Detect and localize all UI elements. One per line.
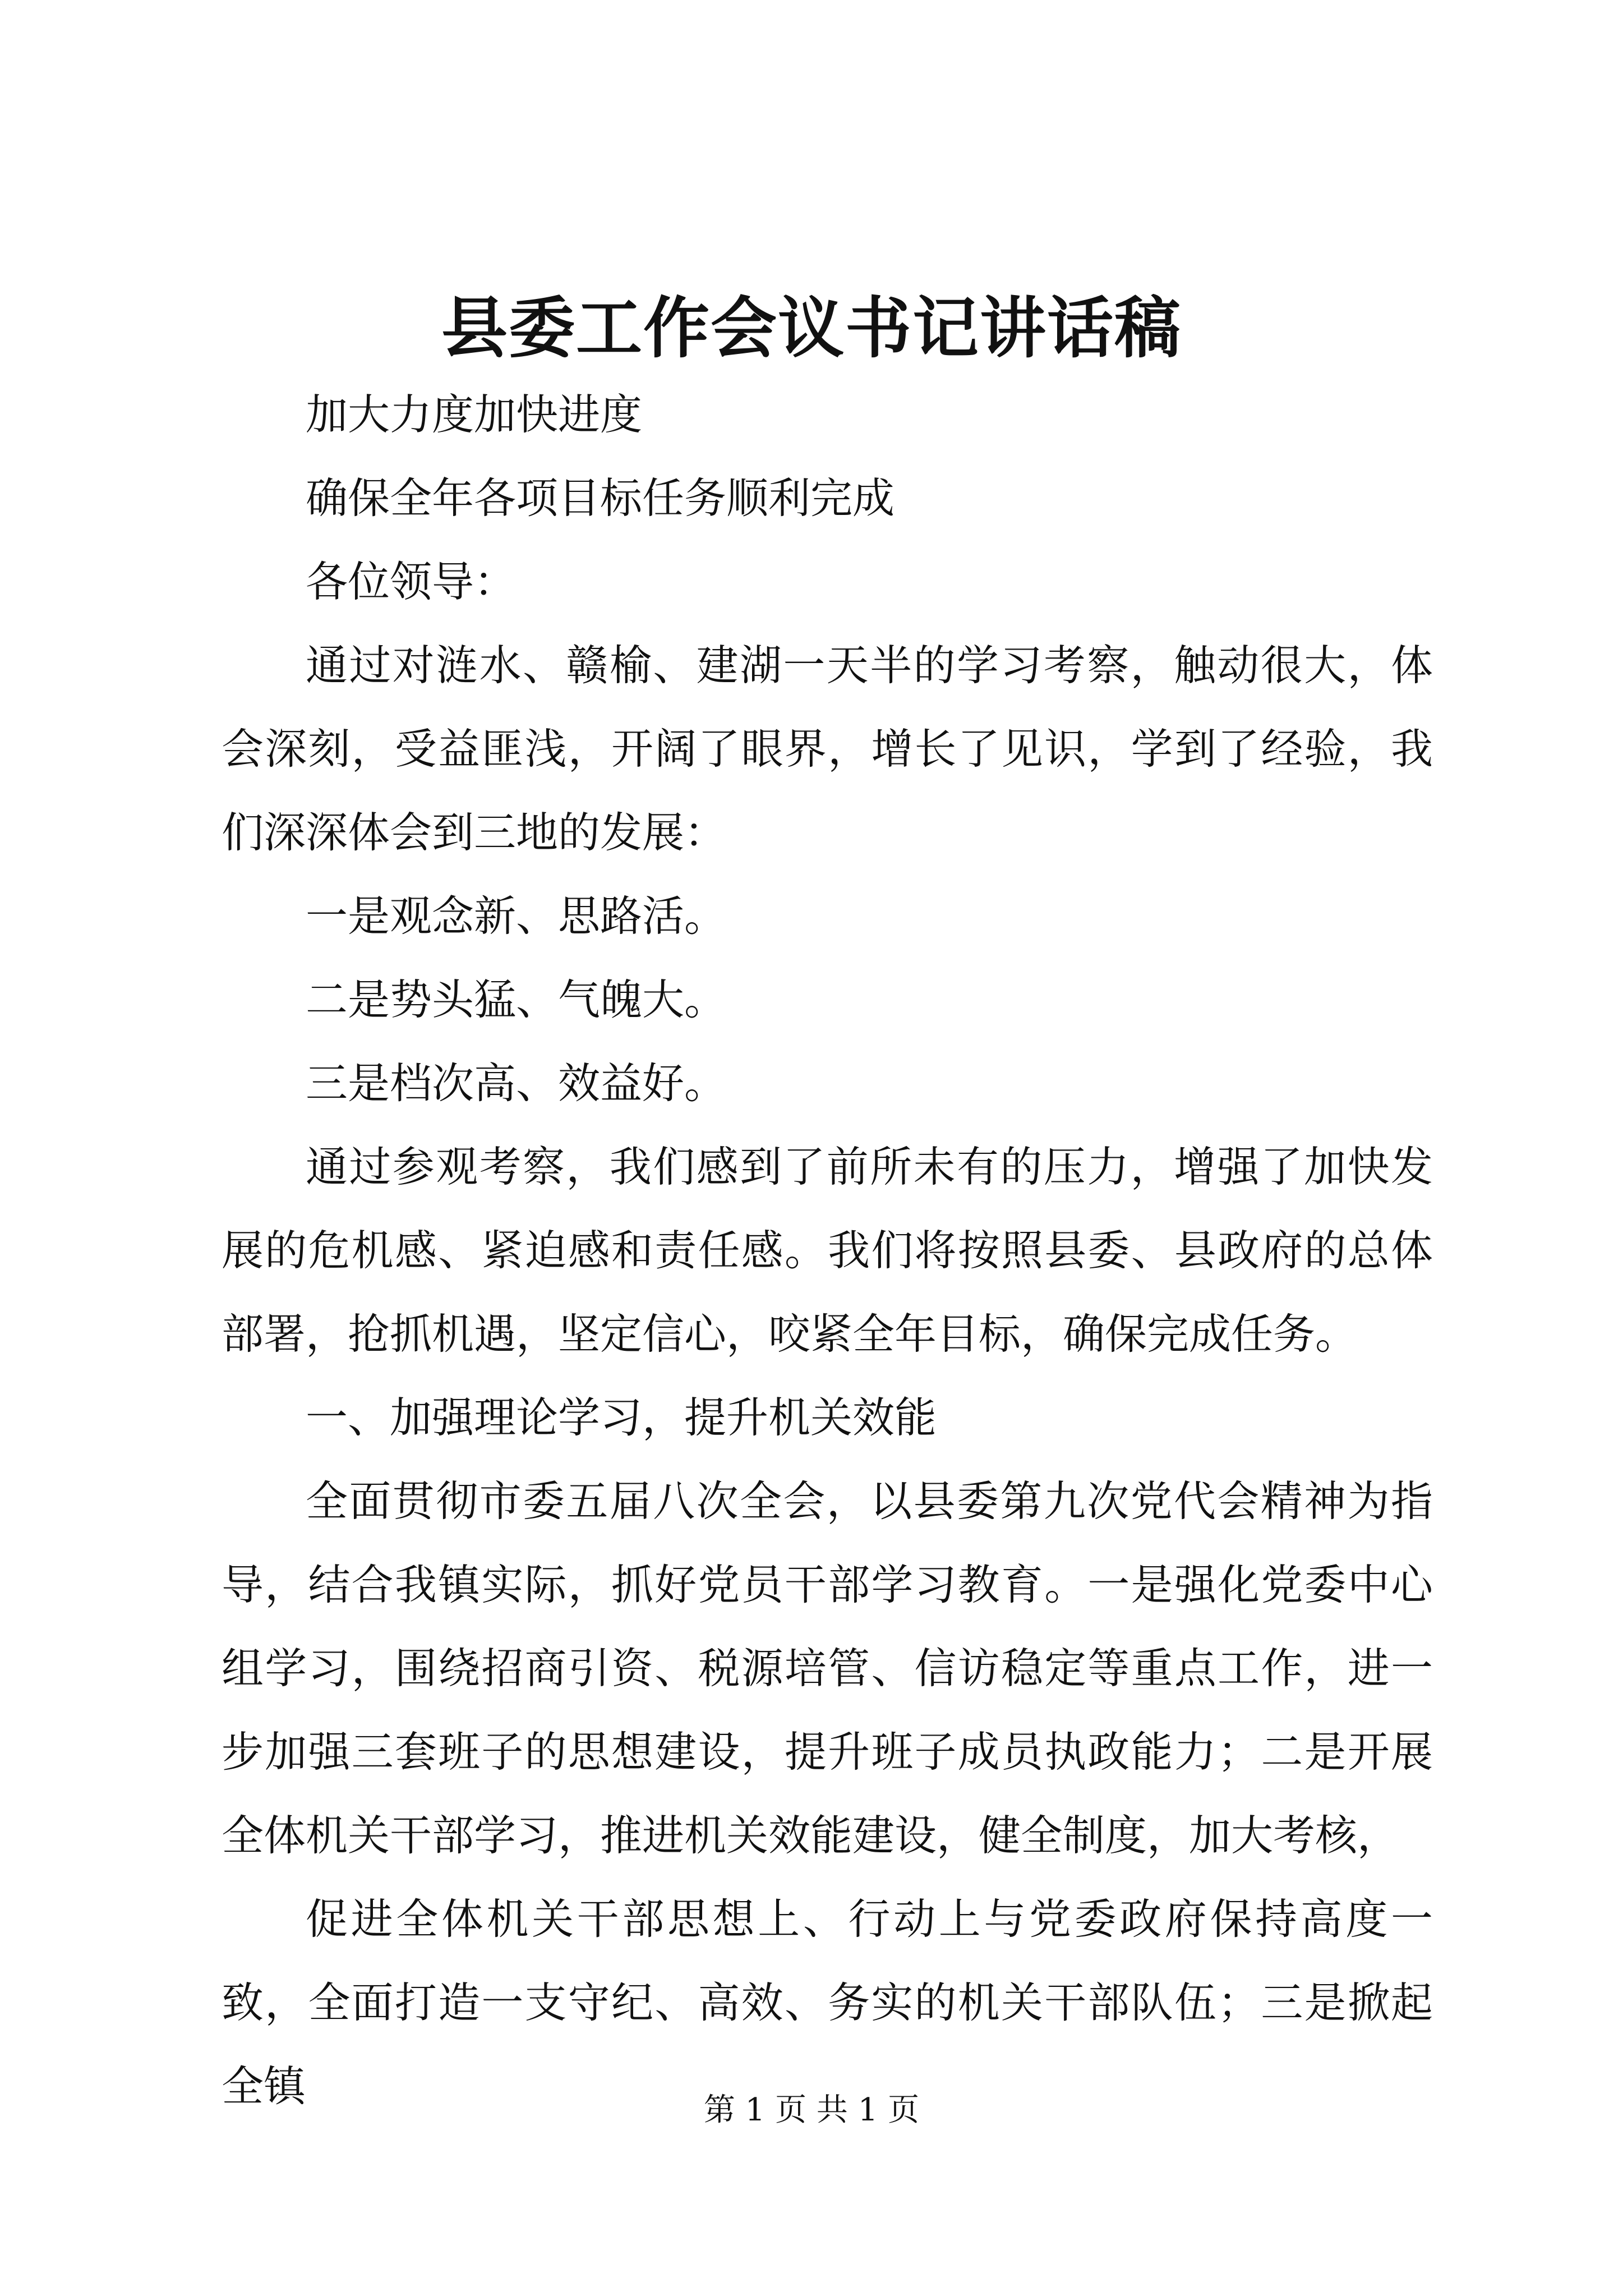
body-paragraph: 通过参观考察，我们感到了前所未有的压力，增强了加快发展的危机感、紧迫感和责任感。我们将按照县委、县政府的总体部署，抢抓机遇，坚定信心，咬紧全年目标，确保完成任务。 (222, 1142, 1433, 1359)
document-body (222, 373, 1433, 2128)
section-heading: 一、加强理论学习，提升机关效能 (306, 1393, 937, 1442)
salutation: 各位领导： (306, 557, 517, 606)
page-footer: 第 1 页 共 1 页 (703, 2092, 920, 2128)
subtitle-line: 加大力度加快进度 (306, 390, 643, 439)
document-title: 县委工作会议书记讲话稿 (441, 289, 1182, 367)
body-paragraph: 全面贯彻市委五届八次全会，以县委第九次党代会精神为指导，结合我镇实际，抓好党员干部学习教育。一是强化党委中心组学习，围绕招商引资、税源培管、信访稳定等重点工作，进一步加强三套班子的思想建设，提升班子成员执政能力；二是开展全体机关干部学习，推进机关效能建设，健全制度，加大考核， (222, 1476, 1433, 1860)
body-paragraph: 一是观念新、思路活。 (306, 891, 727, 941)
subtitle-line: 确保全年各项目标任务顺利完成 (306, 473, 895, 523)
body-paragraph: 促进全体机关干部思想上、行动上与党委政府保持高度一致，全面打造一支守纪、高效、务实的机关干部队伍；三是掀起全镇 (222, 1894, 1433, 2111)
body-paragraph: 三是档次高、效益好。 (306, 1059, 727, 1108)
body-paragraph: 二是势头猛、气魄大。 (306, 975, 727, 1024)
body-paragraph: 通过对涟水、赣榆、建湖一天半的学习考察，触动很大，体会深刻，受益匪浅，开阔了眼界，增长了见识，学到了经验，我们深深体会到三地的发展： (222, 641, 1433, 857)
